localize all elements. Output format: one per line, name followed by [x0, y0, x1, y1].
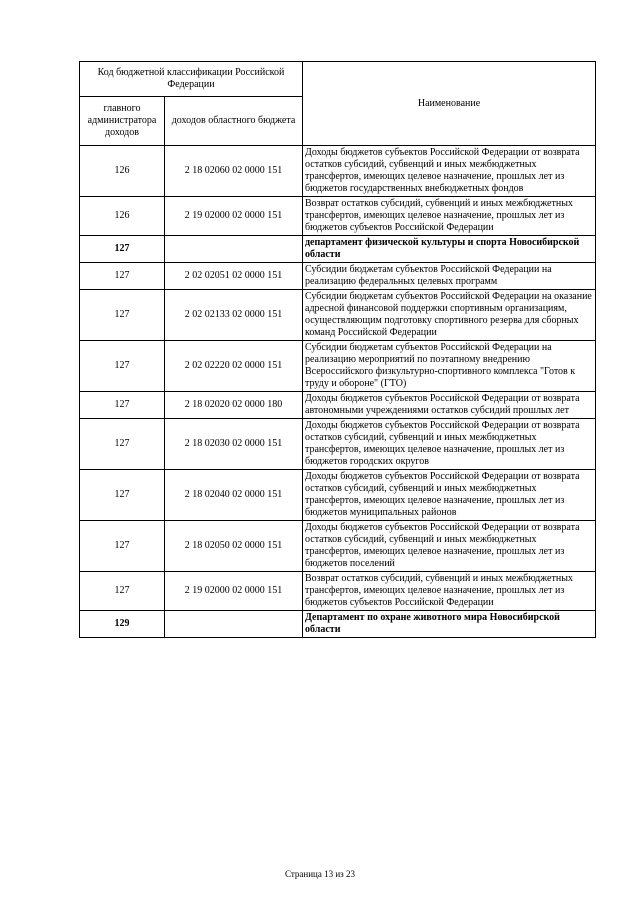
- budget-classification-table: [79, 61, 596, 638]
- admin-code-cell: 127: [80, 470, 165, 521]
- admin-code-cell: 127: [80, 572, 165, 611]
- table-row: [80, 341, 596, 392]
- table-row: [80, 392, 596, 419]
- admin-code-cell: 127: [80, 521, 165, 572]
- table-row: [80, 290, 596, 341]
- admin-code-cell: 127: [80, 392, 165, 419]
- admin-code-cell: 127: [80, 419, 165, 470]
- item-name-cell: Доходы бюджетов субъектов Российской Федерации от возврата остатков субсидий, субвенций и иных межбюджетных трансфертов, имеющих целевое назначение, прошлых лет из бюджетов городских округов: [303, 419, 596, 470]
- revenue-code-cell: 2 18 02030 02 0000 151: [165, 419, 303, 470]
- item-name-cell: Доходы бюджетов субъектов Российской Федерации от возврата остатков субсидий, субвенций и иных межбюджетных трансфертов, имеющих целевое назначение, прошлых лет из бюджетов муниципальных районов: [303, 470, 596, 521]
- item-name-cell: Департамент по охране животного мира Новосибирской области: [303, 611, 596, 638]
- admin-code-cell: 126: [80, 197, 165, 236]
- revenue-code-cell: 2 18 02040 02 0000 151: [165, 470, 303, 521]
- item-name-cell: Доходы бюджетов субъектов Российской Федерации от возврата остатков субсидий, субвенций и иных межбюджетных трансфертов, имеющих целевое назначение, прошлых лет из бюджетов поселений: [303, 521, 596, 572]
- table-header-row-1: [80, 62, 596, 97]
- item-name-cell: Доходы бюджетов субъектов Российской Федерации от возврата автономными учреждениями остатков субсидий прошлых лет: [303, 392, 596, 419]
- item-name-cell: Возврат остатков субсидий, субвенций и иных межбюджетных трансфертов, имеющих целевое назначение, прошлых лет из бюджетов субъектов Российской Федерации: [303, 572, 596, 611]
- table-row: [80, 146, 596, 197]
- department-heading-row: [80, 236, 596, 263]
- revenue-code-cell: 2 19 02000 02 0000 151: [165, 197, 303, 236]
- table-row: [80, 470, 596, 521]
- table-row: [80, 572, 596, 611]
- item-name-cell: Субсидии бюджетам субъектов Российской Федерации на реализацию федеральных целевых программ: [303, 263, 596, 290]
- item-name-cell: департамент физической культуры и спорта Новосибирской области: [303, 236, 596, 263]
- revenue-code-cell: 2 02 02051 02 0000 151: [165, 263, 303, 290]
- admin-code-cell: 127: [80, 263, 165, 290]
- revenue-code-cell: 2 02 02220 02 0000 151: [165, 341, 303, 392]
- admin-code-cell: 127: [80, 236, 165, 263]
- item-name-cell: Возврат остатков субсидий, субвенций и иных межбюджетных трансфертов, имеющих целевое назначение, прошлых лет из бюджетов субъектов Российской Федерации: [303, 197, 596, 236]
- header-code-column: доходов областного бюджета: [165, 97, 303, 146]
- table-row: [80, 263, 596, 290]
- revenue-code-cell: 2 18 02050 02 0000 151: [165, 521, 303, 572]
- revenue-code-cell: [165, 611, 303, 638]
- item-name-cell: Доходы бюджетов субъектов Российской Федерации от возврата остатков субсидий, субвенций и иных межбюджетных трансфертов, имеющих целевое назначение, прошлых лет из бюджетов государственных внебюджетных фондов: [303, 146, 596, 197]
- revenue-code-cell: 2 18 02020 02 0000 180: [165, 392, 303, 419]
- table-row: [80, 521, 596, 572]
- page-footer: Страница 13 из 23: [285, 869, 355, 879]
- header-group-title: Код бюджетной классификации Российской Федерации: [80, 62, 303, 97]
- admin-code-cell: 127: [80, 290, 165, 341]
- admin-code-cell: 129: [80, 611, 165, 638]
- table-row: [80, 419, 596, 470]
- department-heading-row: [80, 611, 596, 638]
- header-admin-column: главного администратора доходов: [80, 97, 165, 146]
- revenue-code-cell: 2 19 02000 02 0000 151: [165, 572, 303, 611]
- revenue-code-cell: 2 02 02133 02 0000 151: [165, 290, 303, 341]
- item-name-cell: Субсидии бюджетам субъектов Российской Федерации на реализацию мероприятий по поэтапному внедрению Всероссийского физкультурно-спортивного комплекса "Готов к труду и обороне" (ГТО): [303, 341, 596, 392]
- admin-code-cell: 126: [80, 146, 165, 197]
- revenue-code-cell: 2 18 02060 02 0000 151: [165, 146, 303, 197]
- header-name-column: Наименование: [303, 62, 596, 146]
- item-name-cell: Субсидии бюджетам субъектов Российской Федерации на оказание адресной финансовой поддержки спортивным организациям, осуществляющим подготовку спортивного резерва для сборных команд Российской Федерации: [303, 290, 596, 341]
- revenue-code-cell: [165, 236, 303, 263]
- admin-code-cell: 127: [80, 341, 165, 392]
- table-row: [80, 197, 596, 236]
